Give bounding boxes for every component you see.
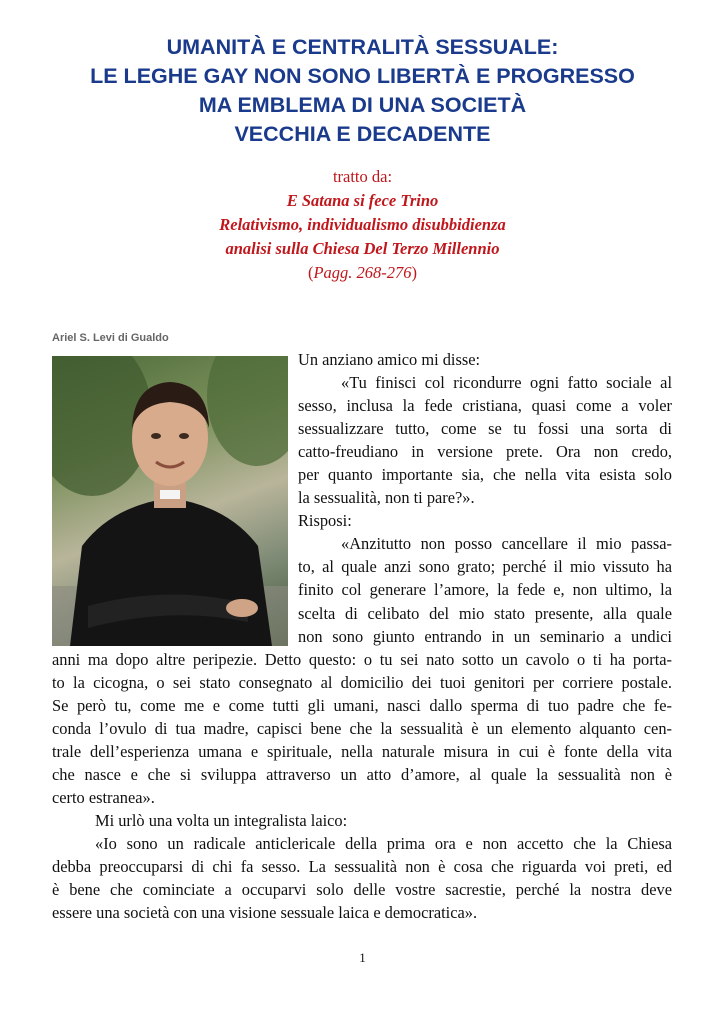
body-line: catto-freudiano in versione prete. Ora non credo,: [298, 442, 672, 462]
title-line-4: VECCHIA E DECADENTE: [234, 122, 491, 146]
title-line-2: LE LEGHE GAY NON SONO LIBERTÀ E PROGRESSO: [90, 64, 635, 88]
body-line: la sessualità, non ti pare?».: [298, 488, 475, 508]
body-line: conda l’ovulo di tua madre, capisci bene che la sessualità è un elemento alquanto cen-: [52, 718, 672, 738]
body-line: «Anzitutto non posso cancellare il mio passa-: [341, 534, 672, 554]
page-range: [0, 261, 725, 285]
title-line-3: MA EMBLEMA DI UNA SOCIETÀ: [198, 93, 527, 117]
body-line: Un anziano amico mi disse:: [298, 350, 481, 369]
title-line-1: UMANITÀ E CENTRALITÀ SESSUALE:: [166, 35, 559, 59]
body-line: che nasce e che si sviluppa attraverso un atto d’amore, al quale la sessualità non è: [52, 764, 672, 784]
body-line: to, al quale anzi sono grato; perché il mio vissuto ha: [298, 557, 672, 577]
body-line: per quanto importante sia, che nella vita esista solo: [298, 465, 672, 485]
body-line: non sono giunto entrando in un seminario a undici: [298, 626, 672, 646]
photo-caption: Ariel S. Levi di Gualdo: [52, 332, 169, 344]
body-line: debba preoccuparsi di chi fa sesso. La sessualità non è cosa che riguarda voi preti, ed: [52, 857, 672, 877]
source-reference: [0, 165, 725, 285]
article-body: [52, 348, 672, 924]
book-subtitle-1: Relativismo, individualismo disubbidienza: [219, 215, 506, 234]
book-subtitle-2: analisi sulla Chiesa Del Terzo Millennio: [225, 239, 500, 258]
body-line: «Tu finisci col ricondurre ogni fatto sociale al: [341, 373, 672, 393]
body-line: «Io sono un radicale anticlericale della prima ora e non accetto che la Chiesa: [95, 833, 672, 853]
document-title: [30, 33, 695, 149]
body-line: scelta di celibato del mio stato presente, alla quale: [298, 603, 672, 623]
body-line: certo estranea».: [52, 787, 155, 807]
book-title: E Satana si fece Trino: [286, 191, 439, 210]
body-line: sesso, inclusa la fede cristiana, quasi come a voler: [298, 396, 672, 416]
body-line: sessualizzare tutto, come se tu fossi una sorta di: [298, 419, 672, 439]
page-number: 1: [359, 950, 366, 965]
page-range-open: (: [307, 263, 314, 282]
body-line: essere una società con una visione sessuale laica e democratica».: [52, 903, 478, 923]
source-intro: tratto da:: [332, 167, 393, 186]
body-line: anni ma dopo altre peripezie. Detto questo: o tu sei nato sotto un cavolo o ti ha porta-: [52, 649, 672, 669]
body-line: finito col generare l’amore, la fede e, non ultimo, la: [298, 580, 672, 600]
body-line: trale dell’esperienza umana e spirituale, nella naturale misura in cui è fonte della vita: [52, 741, 672, 761]
page-range-close: ): [411, 263, 418, 282]
page-range-value: Pagg. 268-276: [313, 263, 412, 282]
body-line: Risposi:: [298, 511, 352, 531]
body-line: è bene che cominciate a occuparvi solo delle vostre sacrestie, perché la nostra deve: [52, 880, 672, 900]
body-line: Se però tu, come me e come tutti gli umani, nasci dallo sperma di tuo padre che fe-: [52, 695, 672, 715]
body-line: Mi urlò una volta un integralista laico:: [95, 810, 348, 830]
body-line: to la cicogna, o sei stato consegnato al domicilio dei tuoi genitori per corriere postale.: [52, 672, 672, 692]
